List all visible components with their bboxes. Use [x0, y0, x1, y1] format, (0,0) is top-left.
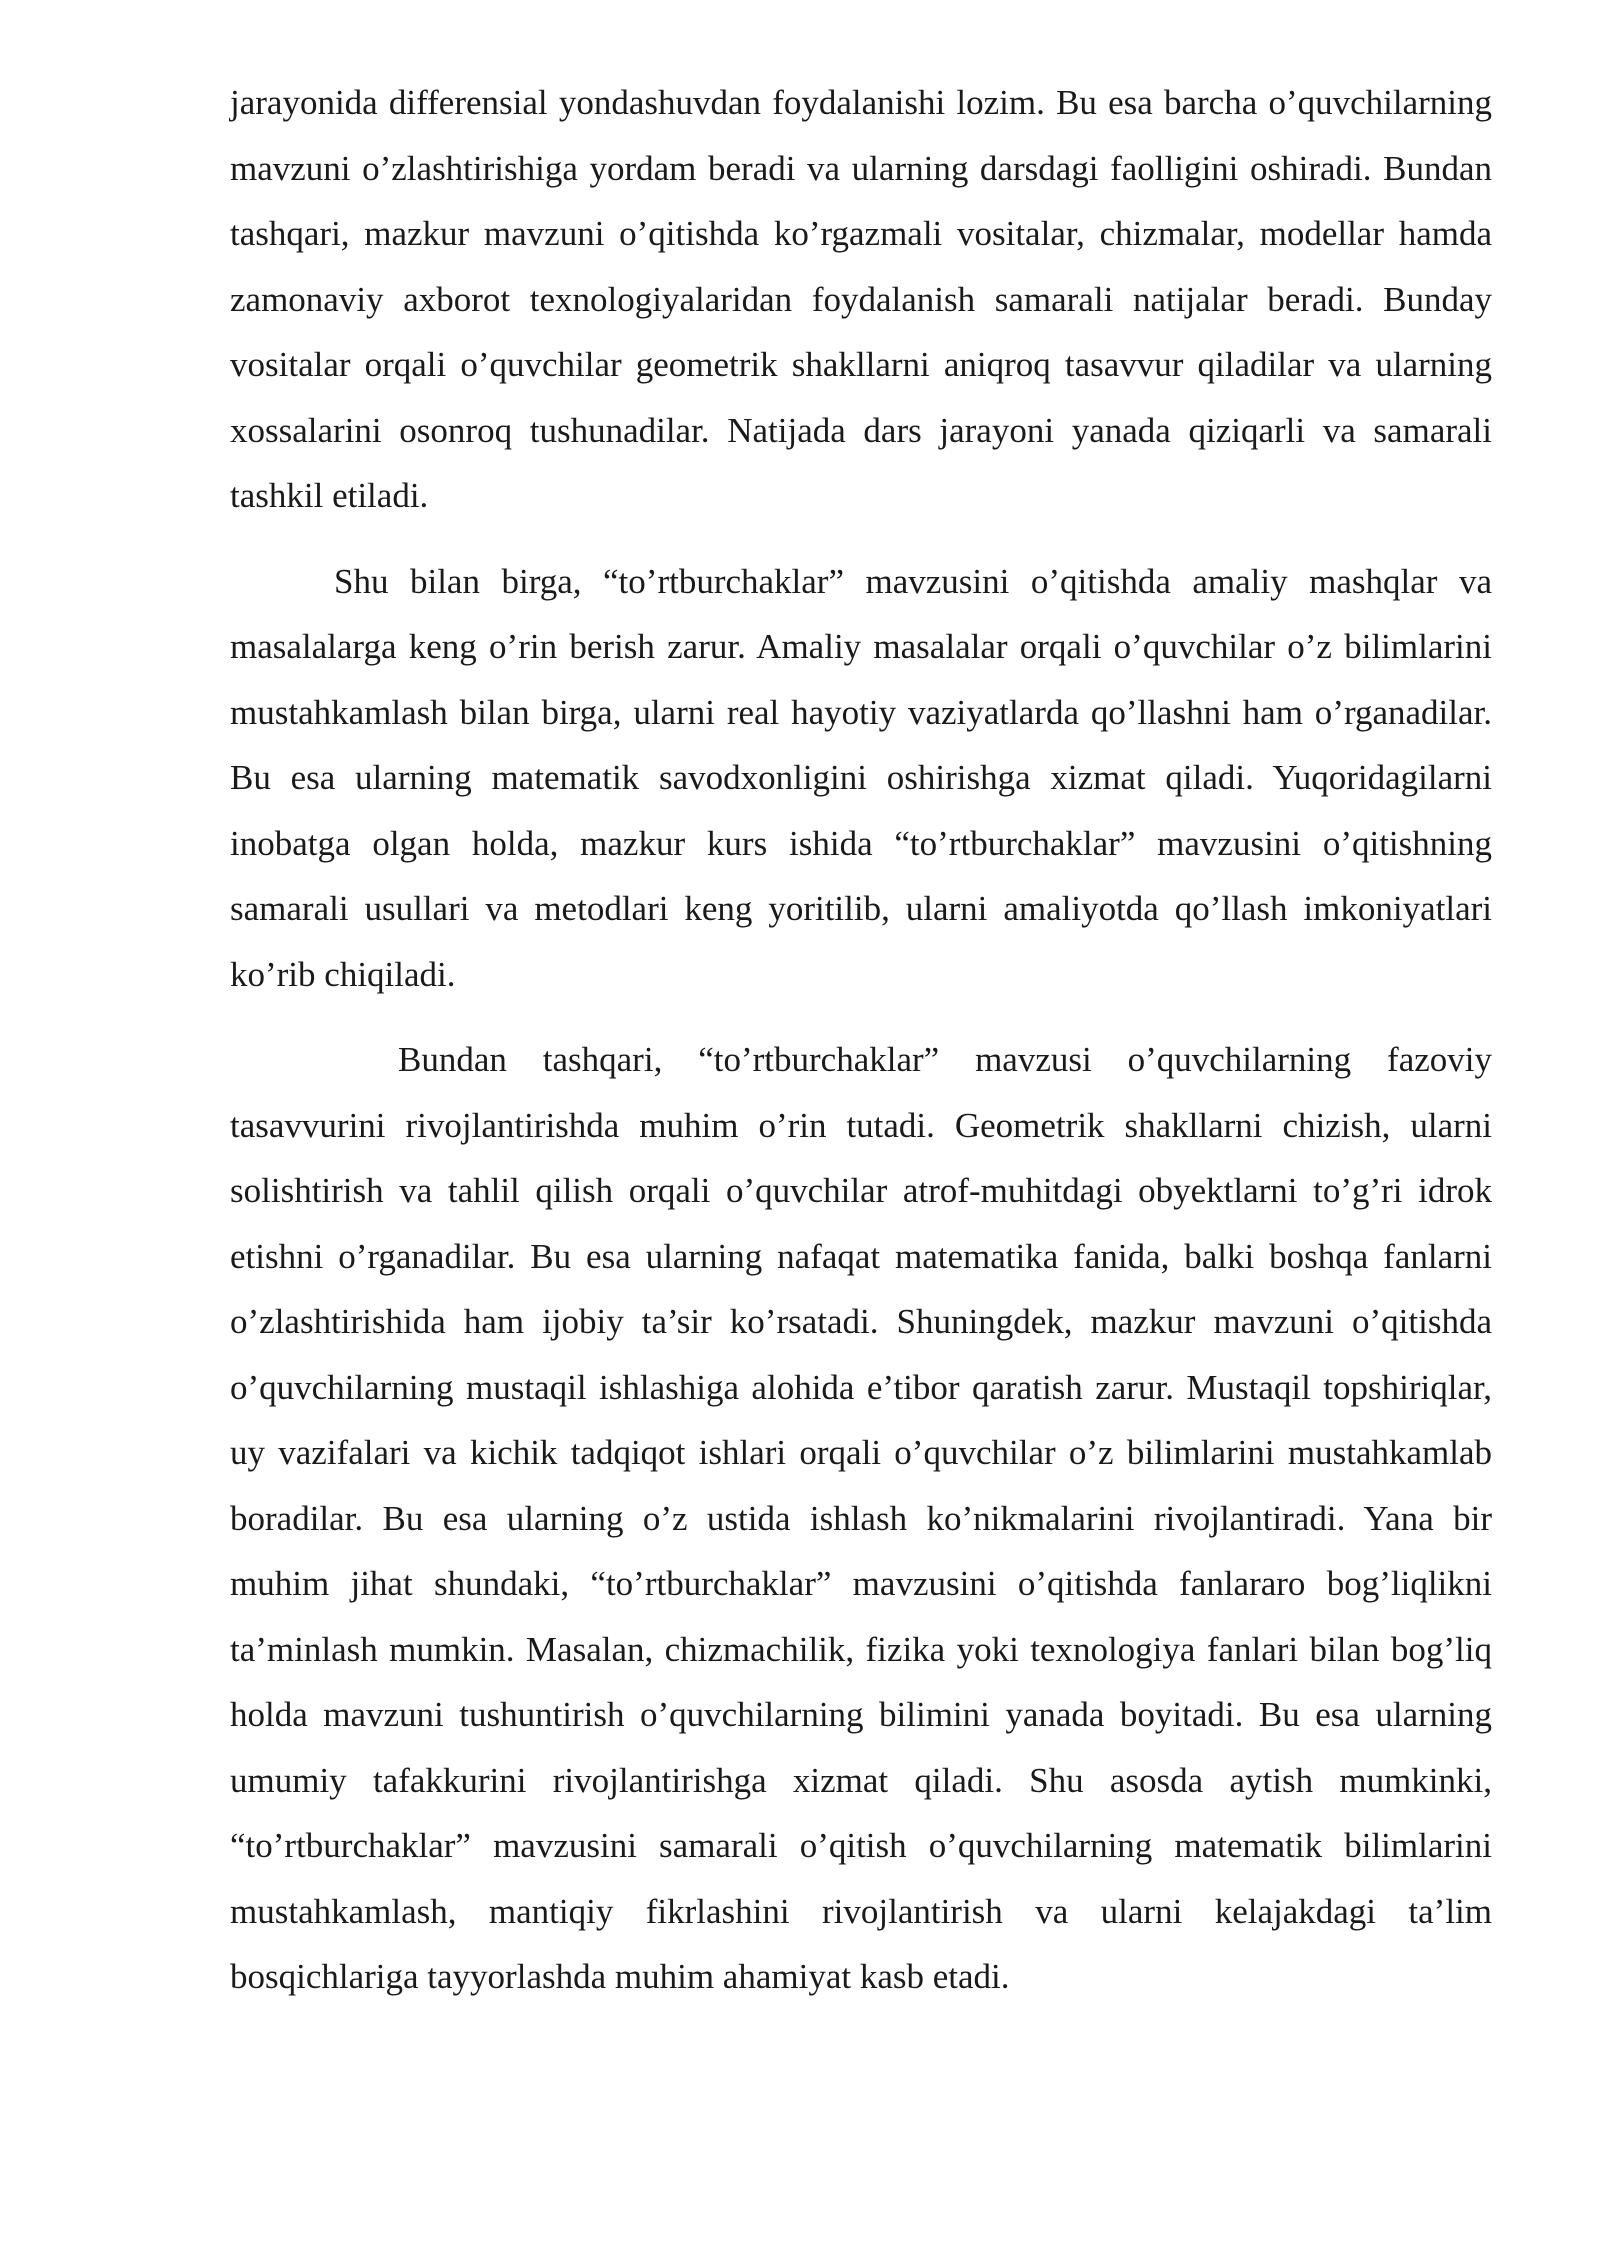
paragraph: jarayonida differensial yondashuvdan foydalanishi lozim. Bu esa barcha o’quvchilarning mavzuni o’zlashtirishiga yordam beradi va ularning darsdagi faolligini oshiradi. Bundan tashqari, mazkur mavzuni o’qitishda ko’rgazmali vositalar, chizmalar, modellar hamda zamonaviy axborot texnologiyalaridan foydalanish samarali natijalar beradi. Bunday vositalar orqali o’quvchilar geometrik shakllarni aniqroq tasavvur qiladilar va ularning xossalarini osonroq tushunadilar. Natijada dars jarayoni yanada qiziqarli va samarali tashkil etiladi.: [230, 83, 1492, 515]
paragraph: Bundan tashqari, “to’rtburchaklar” mavzusi o’quvchilarning fazoviy tasavvurini rivojlantirishda muhim o’rin tutadi. Geometrik shakllarni chizish, ularni solishtirish va tahlil qilish orqali o’quvchilar atrof-muhitdagi obyektlarni to’g’ri idrok etishni o’rganadilar. Bu esa ularning nafaqat matematika fanida, balki boshqa fanlarni o’zlashtirishida ham ijobiy ta’sir ko’rsatadi. Shuningdek, mazkur mavzuni o’qitishda o’quvchilarning mustaqil ishlashiga alohida e’tibor qaratish zarur. Mustaqil topshiriqlar, uy vazifalari va kichik tadqiqot ishlari orqali o’quvchilar o’z bilimlarini mustahkamlab boradilar. Bu esa ularning o’z ustida ishlash ko’nikmalarini rivojlantiradi. Yana bir muhim jihat shundaki, “to’rtburchaklar” mavzusini o’qitishda fanlararo bog’liqlikni ta’minlash mumkin. Masalan, chizmachilik, fizika yoki texnologiya fanlari bilan bog’liq holda mavzuni tushuntirish o’quvchilarning bilimini yanada boyitadi. Bu esa ularning umumiy tafakkurini rivojlantirishga xizmat qiladi. Shu asosda aytish mumkinki, “to’rtburchaklar” mavzusini samarali o’qitish o’quvchilarning matematik bilimlarini mustahkamlash, mantiqiy fikrlashini rivojlantirish va ularni kelajakdagi ta’lim bosqichlariga tayyorlashda muhim ahamiyat kasb etadi.: [230, 1040, 1492, 1996]
document-page: [230, 70, 1492, 2010]
paragraph: Shu bilan birga, “to’rtburchaklar” mavzusini o’qitishda amaliy mashqlar va masalalarga keng o’rin berish zarur. Amaliy masalalar orqali o’quvchilar o’z bilimlarini mustahkamlash bilan birga, ularni real hayotiy vaziyatlarda qo’llashni ham o’rganadilar. Bu esa ularning matematik savodxonligini oshirishga xizmat qiladi. Yuqoridagilarni inobatga olgan holda, mazkur kurs ishida “to’rtburchaklar” mavzusini o’qitishning samarali usullari va metodlari keng yoritilib, ularni amaliyotda qo’llash imkoniyatlari ko’rib chiqiladi.: [230, 561, 1492, 994]
